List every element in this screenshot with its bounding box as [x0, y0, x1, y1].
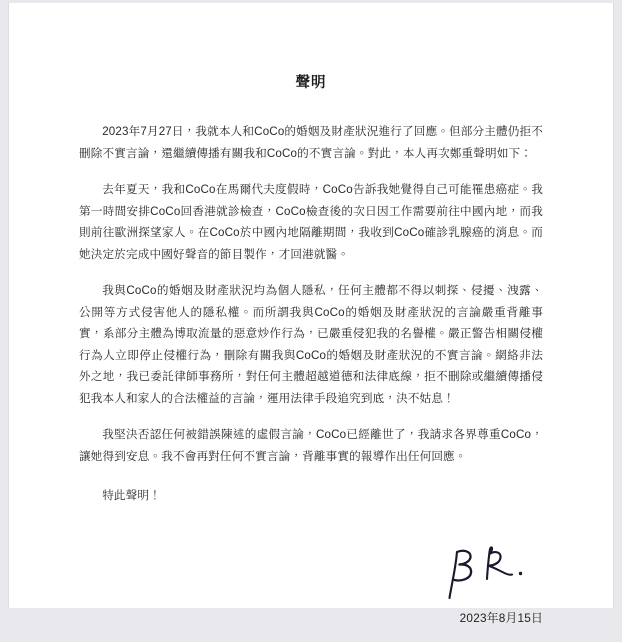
statement-document-page — [8, 3, 614, 625]
statement-paragraph: 去年夏天，我和CoCo在馬爾代夫度假時，CoCo告訴我她覺得自己可能罹患癌症。我第一時間安排CoCo回香港就診檢查，CoCo檢查後的次日因工作需要前往中國內地，而我則前往歐洲探望家人。在CoCo於中國內地隔離期間，我收到CoCo確診乳腺癌的消息。而她決定於完成中國好聲音的節目製作，才回港就醫。 — [79, 183, 543, 261]
signature-block — [79, 537, 543, 642]
statement-paragraph: 2023年7月27日，我就本人和CoCo的婚姻及財產狀況進行了回應。但部分主體仍拒不刪除不實言論，還繼續傳播有關我和CoCo的不實言論。對此，本人再次鄭重聲明如下： — [79, 125, 543, 160]
statement-paragraph: 我堅決否認任何被錯誤陳述的虛假言論，CoCo已經離世了，我請求各界尊重CoCo，讓她得到安息。我不會再對任何不實言論，背離事實的報導作出任何回應。 — [79, 428, 543, 463]
statement-paragraph: 我與CoCo的婚姻及財產狀況均為個人隱私，任何主體都不得以刺探、侵擾、洩露、公開等方式侵害他人的隱私權。而所謂我與CoCo的婚姻及財產狀況的言論嚴重背離事實，系部分主體為博取流量的惡意炒作行為，已嚴重侵犯我的名譽權。嚴正警告相關侵權行為人立即停止侵權行為，刪除有關我與CoCo的婚姻及財產狀況的不實言論。網絡非法外之地，我已委託律師事務所，對任何主體超越道德和法律底線，拒不刪除或繼續傳播侵犯我本人和家人的合法權益的言論，運用法律手段追究到底，決不姑息！ — [79, 284, 543, 405]
statement-body — [79, 121, 543, 507]
signature-date: 2023年8月15日 — [459, 610, 543, 625]
handwritten-signature-icon — [443, 543, 539, 601]
page-title: 聲明 — [295, 75, 327, 91]
statement-closing-line: 特此聲明！ — [102, 489, 161, 503]
